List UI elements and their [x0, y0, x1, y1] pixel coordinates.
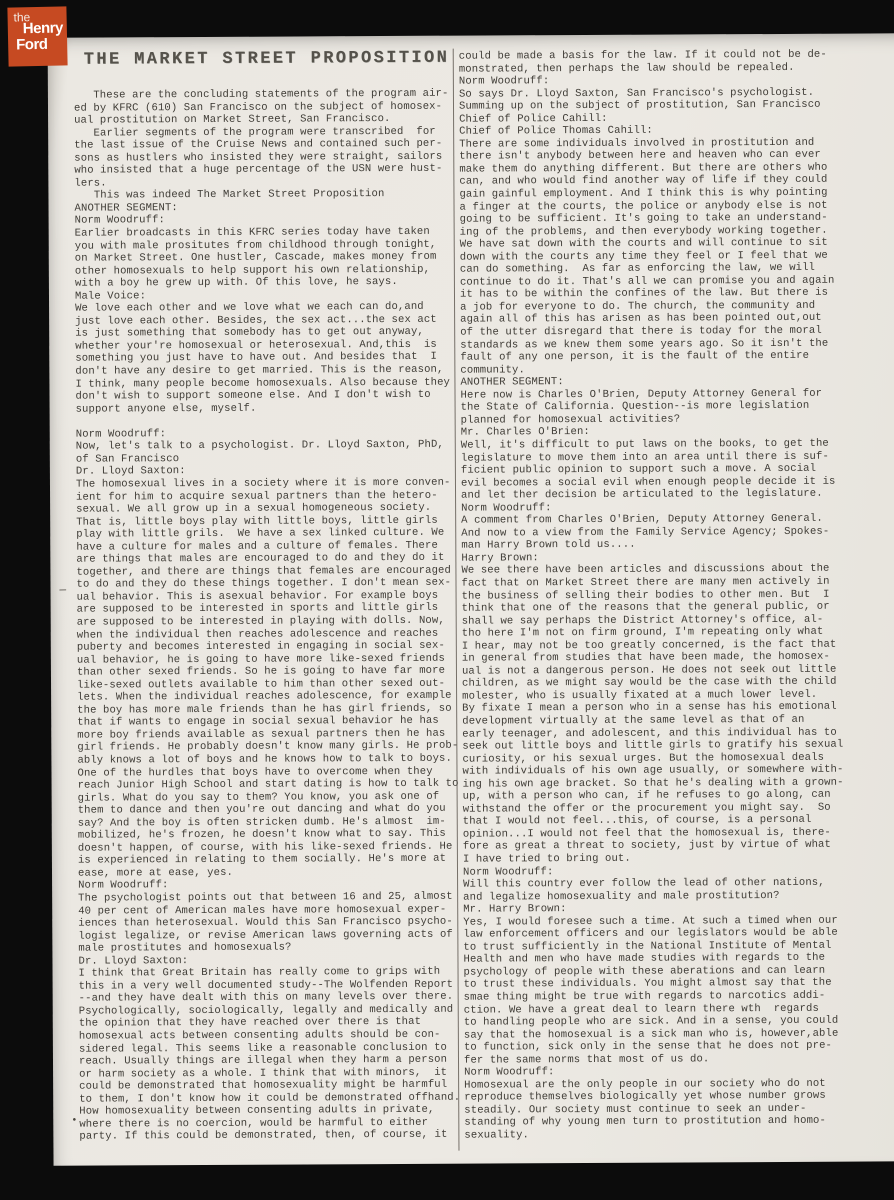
henry-ford-logo-the: the: [13, 10, 31, 25]
henry-ford-logo: [7, 6, 67, 66]
margin-dash-mark: —: [59, 584, 67, 597]
margin-bullet-mark: •: [71, 1115, 78, 1127]
document-page: [48, 33, 894, 1165]
page-title: THE MARKET STREET PROPOSITION: [83, 48, 450, 70]
right-column-text: could be made a basis for the law. If it could not be de- monstrated, then perhaps the law should be repealed. Norm Woodruff: So says Dr. Lloyd Saxton, San Francisco's psychologist. Summing up on the subject of prostitution, San Francisco Chief of Police Cahill: Chief of Police Thomas Cahill: There are some individuals involved in prostitution and there isn't anybody between here and heaven who can ever make them do anything different. But there are others who can, and who would find another way of life if they could gain gainful employment. And I think this is why pointing a finger at the courts, the police or anybody else is not going to be sufficient. It's going to take an understand- ing of the problems, and then everybody working together. We have sat down with the courts and will continue to sit down with the courts any time they feel or I feel that we can do something. As far as enforcing the law, we will continue to do it. That's all we can promise you and again it has to be within the confines of the law. But there is a job for everyone to do. The church, the community and again all of this has arisen as has been pointed out,out of the utter disregard that there is today for the moral standards as we knew them some years ago. So it isn't the fault of any one person, it is the fault of the entire community. ANOTHER SEGMENT: Here now is Charles O'Brien, Deputy Attorney General for the State of California. Question--is more legislation planned for homosexual activities? Mr. Charles O'Brien: Well, it's difficult to put laws on the books, to get the legislature to move them into an area until there is suf- ficient public opinion to support such a move. A social evil becomes a social evil when enough people decide it is and let ther decision be articulated to the legislature. Norm Woodruff: A comment from Charles O'Brien, Deputy Attorney General. And now to a view from the Family Service Agency; Spokes- man Harry Brown told us.... Harry Brown: We see there have been articles and discussions about the fact that on Market Street there are many men actively in the business of selling their bodies to other men. But I think that one of the reasons that the general public, or shall we say perhaps the District Attorney's office, al- tho here I'm not on firm ground, I'm repeating only what I hear, may not be too greatly concerned, is the fact that in general from studies that have been made, the homosex- ual is not a dangerous person. He does not seek out little children, as we might say would be the case with the child molester, who is usually fixated at a much lower level. By fixate I mean a person who in a sense has his emotional development virtually at the same level as that of an early teenager, and adolescent, and this individual has to seek out little boys and little girls to gratify his sexual curiosity, or his sexual urges. But the homosexual deals with individuals of his own age usually, or somewhere with- ing his own age bracket. So that he's dealing with a grown- up, with a person who can, if he refuses to go along, can withstand the offer or the procurement you might say. So that I would not feel...this, of course, is a personal opinion...I would not feel that the homosexual is, there- fore as great a threat to society, just by virtue of what I have tried to bring out. Norm Woodruff: Will this country ever follow the lead of other nations, and legalize homosexuality and male prostitution? Mr. Harry Brown: Yes, I would foresee such a time. At such a timed when our law enforcement officers and our legislators would be able to trust sufficiently in the National Institute of Mental Health and men who have made studies with regards to the psychology of people with these aberations and can learn to trust these individuals. You might almost say that the smae thing might be true with regards to narcotics addi- ction. We have a great deal to learn there wth regards to handling people who are sick. And in a sense, you could say that the homosexual is a sick man who is, however,able to function, sick only in the sense that he does not pre- fer the same norms that most of us do. Norm Woodruff: Homosexual are the only people in our society who do not reproduce themselves biologically yet whose number grows steadily. Our society must continue to seek an under- standing of why young men turn to prostitution and homo- sexuality.: [458, 48, 844, 1142]
henry-ford-logo-ford: Ford: [15, 35, 48, 54]
henry-ford-logo-henry: Henry: [22, 19, 64, 38]
left-column-text: These are the concluding statements of the program air- ed by KFRC (610) San Francisco on the subject of homosex- ual prostitution on Market Street, San Francisco. Earlier segments of the program were transcribed for the last issue of the Cruise News and contained such per- sons as hustlers who insisted they were straight, sailors who insisted that a huge percentage of the USN were hust- lers. This was indeed The Market Street Proposition ANOTHER SEGMENT: Norm Woodruff: Earlier broadcasts in this KFRC series today have taken you with male prositutes from childhood through tonight, on Market Street. One hustler, Cascade, makes money from other homosexuals to help support his own relationship, with a boy he grew up with. Of this love, he says. Male Voice: We love each other and we love what we each can do,and just love each other. Besides, the sex act...the sex act is just something that somebody has to get out anyway, whether your're homosexual or heterosexual. And,this is something you just have to have out. And besides that I don't have any desire to get married. This is the reason, I think, many people become homosexuals. Also because they don't wish to support someone else. And I don't wish to support anyone else, myself. Norm Woodruff: Now, let's talk to a psychologist. Dr. Lloyd Saxton, PhD, of San Francisco Dr. Lloyd Saxton: The homosexual lives in a society where it is more conven- ient for him to acquire sexual partners than the hetero- sexual. We all grow up in a sexual homogeneous society. That is, little boys play with little boys, little girls play with little grils. We have a sex linked culture. We have a culture for males and a culture of females. There are things that males are encouraged to do and they do it together, and there are things that females are encouraged to do and they do these things together. I don't mean sex- ual behavior. This is asexual behavior. For example boys are supposed to be interested in sports and little girls are supposed to be interested in playing with dolls. Now, when the individual then reaches adolescence and reaches puberty and becomes interested in engaging in social sex- ual behavior, he is going to have more like-sexed friends than other sexed friends. So he is going to have far more like-sexed outlets available to him than other sexed out- lets. When the individual reaches adolescence, for example the boy has more male friends than he has girl friends, so that if wants to engage in social sexual behavior he has more boy friends available as sexual partners then he has girl friends. He probably doesn't know many girls. He prob- ably knows a lot of boys and he knows how to talk to boys. One of the hurdles that boys have to overcome when they reach Junior High School and start dating is how to talk to girls. What do you say to them? You know, you ask one of them to dance and then you're out dancing and what do you say? And the boy is often stricken dumb. He's almost im- mobilized, he's frozen, he doesn't know what to say. This doesn't happen, of course, with his like-sexed friends. He is experienced in relating to them socially. He's more at ease, more at ease, yes. Norm Woodruff: The psychologist points out that between 16 and 25, almost 40 per cent of American males have more homosexual exper- iences than heterosexual. Would this San Francisco psycho- logist legalize, or revise American laws governing acts of male prostitutes and homosexuals? Dr. Lloyd Saxton: I think that Great Britain has really come to grips with this in a very well documented study--The Wolfenden Report --and they have dealt with this on many levels over there. Psychologically, sociologically, legally and medically and the opinion that they have reached over there is that homosexual acts between consenting adults should be con- sidered legal. This seems like a reasonable conclusion to reach. Usually things are illegal when they harm a person or harm society as a whole. I think that with minors, it could be demonstrated that homosexuality might be harmful to them, I don't know how it could be demonstrated offhand. How homosexuality between consenting adults in private, where there is no coercion, would be harmful to either party. If this could be demonstrated, then, of course, it: [73, 87, 461, 1144]
